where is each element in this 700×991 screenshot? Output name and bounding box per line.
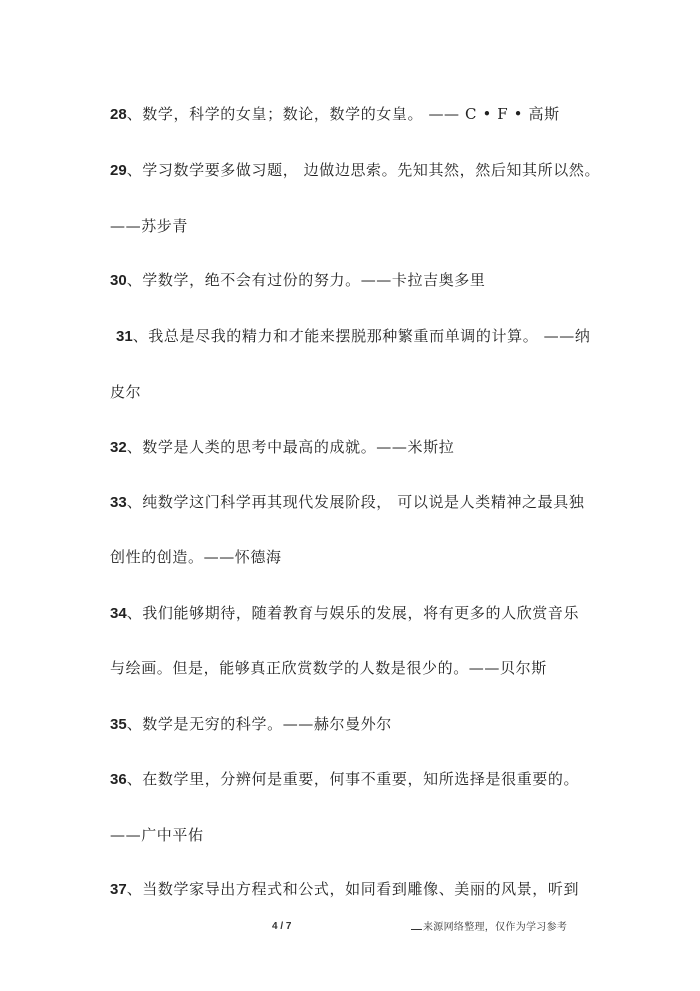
- quote-number: 31: [116, 328, 133, 345]
- quote-text: 、学习数学要多做习题， 边做边思索。先知其然，然后知其所以然。: [126, 161, 601, 179]
- quote-text: 、数学，科学的女皇；数论，数学的女皇。 —— C • F • 高斯: [126, 105, 560, 123]
- quote-33-author: [110, 547, 282, 567]
- quote-text: 、在数学里，分辨何是重要，何事不重要，知所选择是很重要的。: [126, 770, 580, 788]
- quote-29-author: [110, 216, 188, 236]
- quote-37-line: [110, 879, 579, 900]
- quote-text: 创性的创造。——怀德海: [110, 548, 282, 566]
- quote-36-line: [110, 769, 579, 790]
- footer-underline: [411, 929, 422, 930]
- quote-text: 、我总是尽我的精力和才能来摆脱那种繁重而单调的计算。 ——纳: [132, 327, 591, 345]
- page-number: 4 / 7: [272, 921, 292, 932]
- quote-text: ——广中平佑: [110, 826, 204, 844]
- quote-number: 29: [110, 162, 127, 179]
- quote-text: ——苏步青: [110, 217, 189, 235]
- quote-number: 35: [110, 716, 127, 733]
- footer-note-text: 来源网络整理，仅作为学习参考: [423, 922, 568, 933]
- quote-text: 、数学是无穷的科学。——赫尔曼外尔: [126, 715, 392, 733]
- quote-34-line: [110, 603, 579, 624]
- quote-36-author: [110, 825, 204, 845]
- quote-31-author: [110, 382, 141, 402]
- quote-29-line: [110, 160, 600, 181]
- quote-number: 37: [110, 881, 127, 898]
- quote-text: 、我们能够期待，随着教育与娱乐的发展，将有更多的人欣赏音乐: [126, 604, 580, 622]
- quote-number: 36: [110, 771, 127, 788]
- quote-number: 33: [110, 494, 127, 511]
- footer-source-note: [411, 918, 567, 933]
- quote-number: 34: [110, 605, 127, 622]
- quote-text: 、学数学，绝不会有过份的努力。——卡拉吉奥多里: [126, 271, 486, 289]
- quote-text: 与绘画。但是，能够真正欣赏数学的人数是很少的。——贝尔斯: [110, 659, 547, 677]
- quote-text: 、纯数学这门科学再其现代发展阶段， 可以说是人类精神之最具独: [126, 493, 585, 511]
- quote-text: 、数学是人类的思考中最高的成就。——米斯拉: [126, 438, 455, 456]
- quote-28-line: [110, 104, 560, 125]
- quote-33-line: [110, 492, 584, 513]
- quote-34-author: [110, 658, 547, 678]
- quote-text: 、当数学家导出方程式和公式，如同看到雕像、美丽的风景，听到: [126, 880, 580, 898]
- quote-35-line: [110, 714, 392, 735]
- quote-text: 皮尔: [110, 383, 142, 401]
- quote-number: 32: [110, 439, 127, 456]
- quote-31-line: [116, 326, 590, 347]
- quote-32-line: [110, 437, 454, 458]
- quote-number: 28: [110, 106, 127, 123]
- quote-number: 30: [110, 272, 127, 289]
- quote-30-line: [110, 270, 486, 291]
